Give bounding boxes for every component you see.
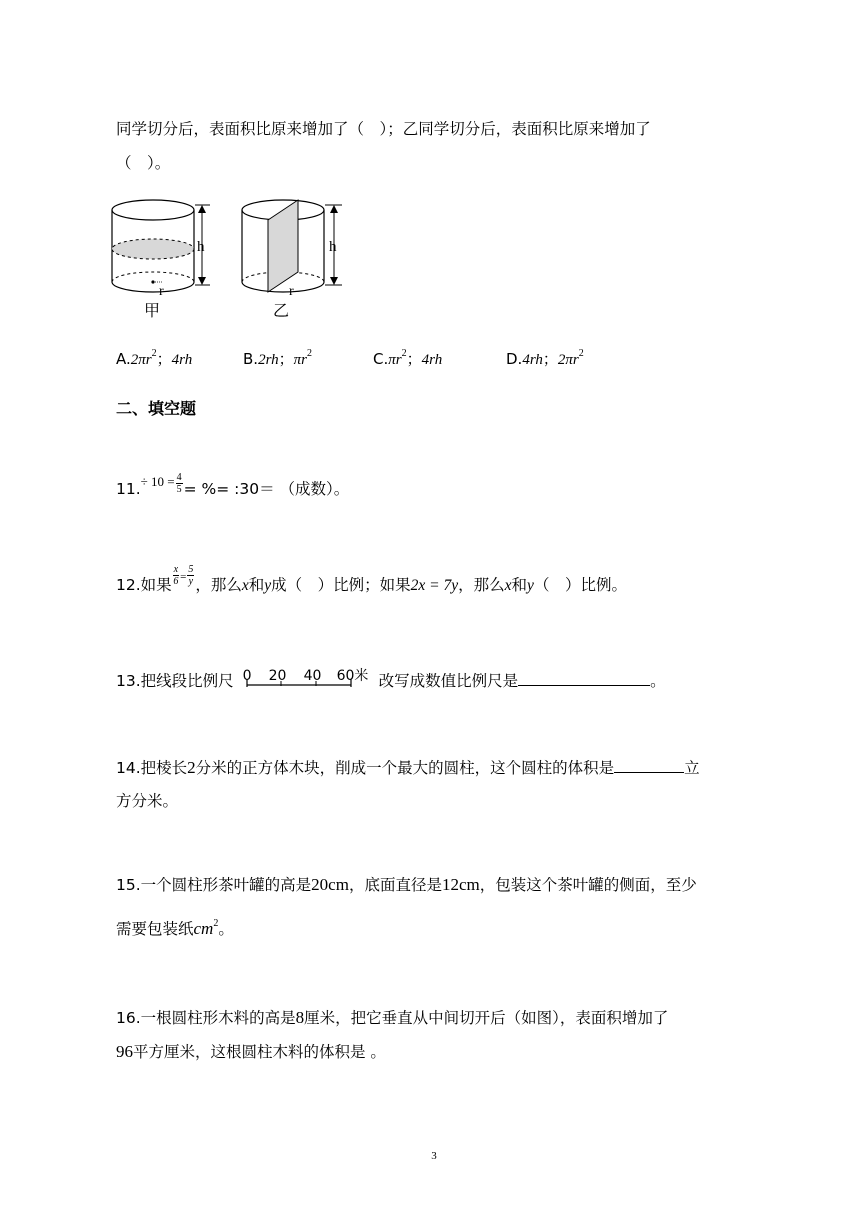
label-yi: 乙 (273, 301, 290, 320)
question-15-line1: 15.一个圆柱形茶叶罐的高是20cm，底面直径是12cm，包装这个茶叶罐的侧面，至少 (116, 875, 697, 894)
option-d[interactable]: D.4rh；$2\pi r^2$ (506, 348, 584, 368)
cylinder-jia (112, 200, 210, 320)
r-label-jia: r (159, 284, 164, 299)
h-label-jia: h (197, 239, 205, 255)
q10-line1: 同学切分后，表面积比原来增加了（ ）；乙同学切分后，表面积比原来增加了 (116, 120, 651, 138)
question-16-line1: 16.一根圆柱形木料的高是8厘米，把它垂直从中间切开后（如图），表面积增加了 (116, 1008, 669, 1027)
r-label-yi: r (289, 284, 294, 299)
cylinder-figures (100, 185, 360, 325)
q14-answer-blank[interactable] (614, 772, 684, 773)
question-16-line2: 96平方厘米，这根圆柱木料的体积是 。 (116, 1042, 386, 1061)
question-11: 11.$^{\div 10 =}$ $\frac{4}{5}$ = %= :30＝ （成数）。 (116, 472, 350, 498)
option-b[interactable]: B.2rh；$\pi r^2$ (243, 348, 313, 368)
question-15-line2: 需要包装纸$cm^2$。 (116, 918, 234, 938)
option-c[interactable]: $C.\pi r^2$；4rh (373, 348, 443, 368)
q13-answer-blank[interactable] (518, 685, 650, 686)
section-title: 二、填空题 (116, 399, 197, 418)
question-12: 12.如果 $\frac{x}{6}$ = $\frac{5}{y}$ ，那么x和y成（ ）比例；如果2x = 7y，那么x和y（ ）比例。 (116, 564, 627, 594)
q10-line2: （ ）。 (116, 154, 171, 172)
h-label-yi: h (329, 239, 337, 255)
option-a[interactable]: $A.2\pi r^2$；4rh (116, 348, 193, 368)
label-jia: 甲 (144, 301, 161, 320)
scale-bar: 0 20 40 60米 (242, 667, 369, 684)
cylinder-yi (242, 200, 342, 320)
question-14-line2: 方分米。 (116, 792, 179, 810)
page-number: 3 (431, 1150, 437, 1162)
question-13: 13.把线段比例尺 0 20 40 60米 改写成数值比例尺是 。 (116, 670, 666, 693)
question-14-line1: 14.把棱长2分米的正方体木块，削成一个最大的圆柱，这个圆柱的体积是 立 (116, 758, 700, 777)
